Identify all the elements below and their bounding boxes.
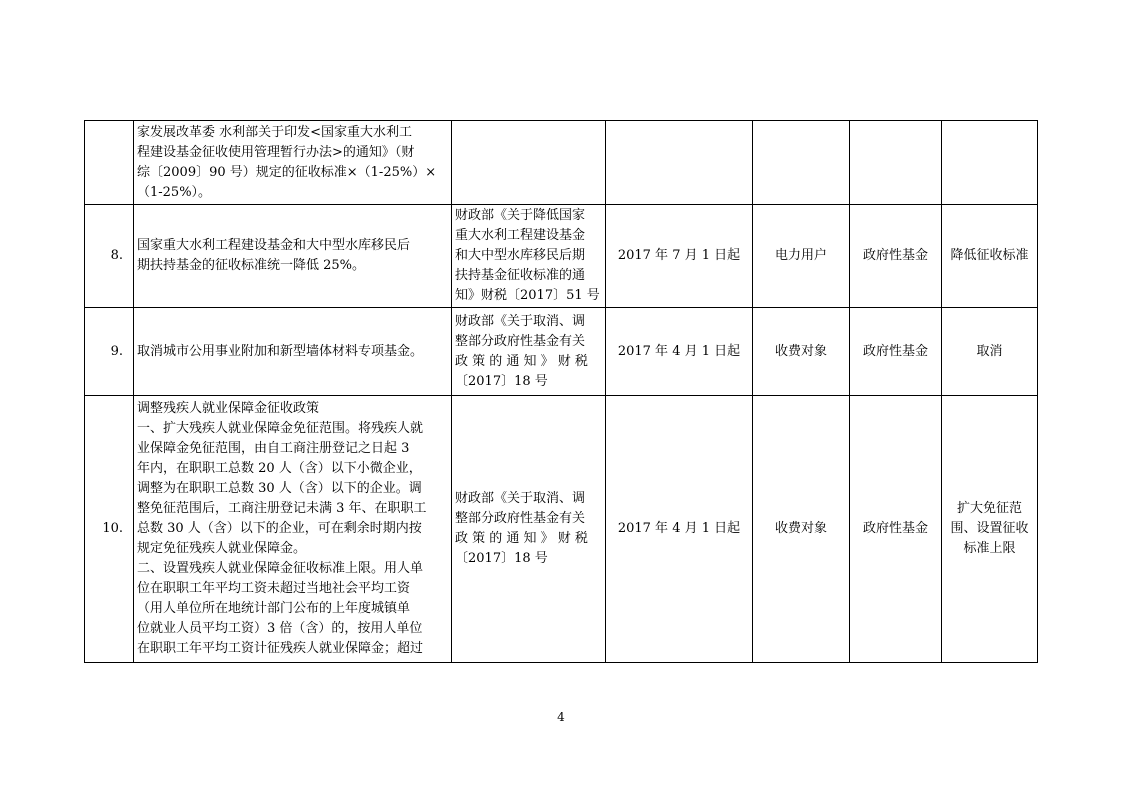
- measure-cell: 扩大免征范 围、设置征收 标准上限: [942, 396, 1038, 663]
- category-cell: 政府性基金: [850, 205, 942, 308]
- category-cell: [850, 121, 942, 205]
- policy-content-text: 取消城市公用事业附加和新型墙体材料专项基金。: [137, 343, 424, 359]
- policy-content-cell: [134, 308, 452, 396]
- effective-date-cell: 2017 年 4 月 1 日起: [606, 396, 753, 663]
- measure-cell: [942, 121, 1038, 205]
- table-row: [85, 205, 1038, 308]
- policy-content-heading: 调整残疾人就业保障金征收政策: [137, 401, 320, 416]
- target-cell: 电力用户: [753, 205, 850, 308]
- target-cell: [753, 121, 850, 205]
- row-number-cell: [85, 121, 134, 205]
- target-cell: 收费对象: [753, 308, 850, 396]
- target-cell: 收费对象: [753, 396, 850, 663]
- policy-basis-cell: [452, 121, 606, 205]
- table-row: [85, 396, 1038, 663]
- policy-content-paragraph: 一、扩大残疾人就业保障金免征范围。将残疾人就 业保障金免征范围，由自工商注册登记之日起 3 年内，在职职工总数 20 人（含）以下小微企业， 调整为在职职工总数 30 人（含）以下的企业。调 整免征范围后，工商注册登记未满 3 年、在职职工 总数 30 人（含）以下的企业，可在剩余时期内按 规定免征残疾人就业保障金。: [137, 421, 427, 556]
- measure-cell: 降低征收标准: [942, 205, 1038, 308]
- policy-basis-cell: 财政部《关于取消、调 整部分政府性基金有关 政 策 的 通 知 》 财 税 〔2017〕18 号: [452, 396, 606, 663]
- policy-basis-cell: 财政部《关于取消、调 整部分政府性基金有关 政 策 的 通 知 》 财 税 〔2017〕18 号: [452, 308, 606, 396]
- row-number-cell: 10.: [85, 396, 134, 663]
- policy-basis-cell: 财政部《关于降低国家 重大水利工程建设基金 和大中型水库移民后期 扶持基金征收标准的通 知》财税〔2017〕51 号: [452, 205, 606, 308]
- effective-date-cell: 2017 年 7 月 1 日起: [606, 205, 753, 308]
- category-cell: 政府性基金: [850, 396, 942, 663]
- category-cell: 政府性基金: [850, 308, 942, 396]
- effective-date-cell: [606, 121, 753, 205]
- row-number-cell: 8.: [85, 205, 134, 308]
- measure-cell: 取消: [942, 308, 1038, 396]
- policy-content-cell: [134, 121, 452, 205]
- policy-table: [84, 120, 1038, 663]
- table-row: [85, 121, 1038, 205]
- page-number: 4: [557, 710, 565, 724]
- policy-content-cell: [134, 396, 452, 663]
- policy-content-text: 国家重大水利工程建设基金和大中型水库移民后 期扶持基金的征收标准统一降低 25%。: [137, 238, 411, 273]
- row-number-cell: 9.: [85, 308, 134, 396]
- table-row: [85, 308, 1038, 396]
- effective-date-cell: 2017 年 4 月 1 日起: [606, 308, 753, 396]
- policy-content-cell: [134, 205, 452, 308]
- policy-content-text: 家发展改革委 水利部关于印发<国家重大水利工 程建设基金征收使用管理暂行办法>的通知》（财 综〔2009〕90 号）规定的征收标准×（1-25%）× （1-25%）。: [137, 124, 437, 200]
- policy-content-paragraph: 二、设置残疾人就业保障金征收标准上限。用人单 位在职职工年平均工资未超过当地社会平均工资 （用人单位所在地统计部门公布的上年度城镇单 位就业人员平均工资）3 倍（含）的，按用人单位 在职职工年平均工资计征残疾人就业保障金；超过: [137, 561, 424, 656]
